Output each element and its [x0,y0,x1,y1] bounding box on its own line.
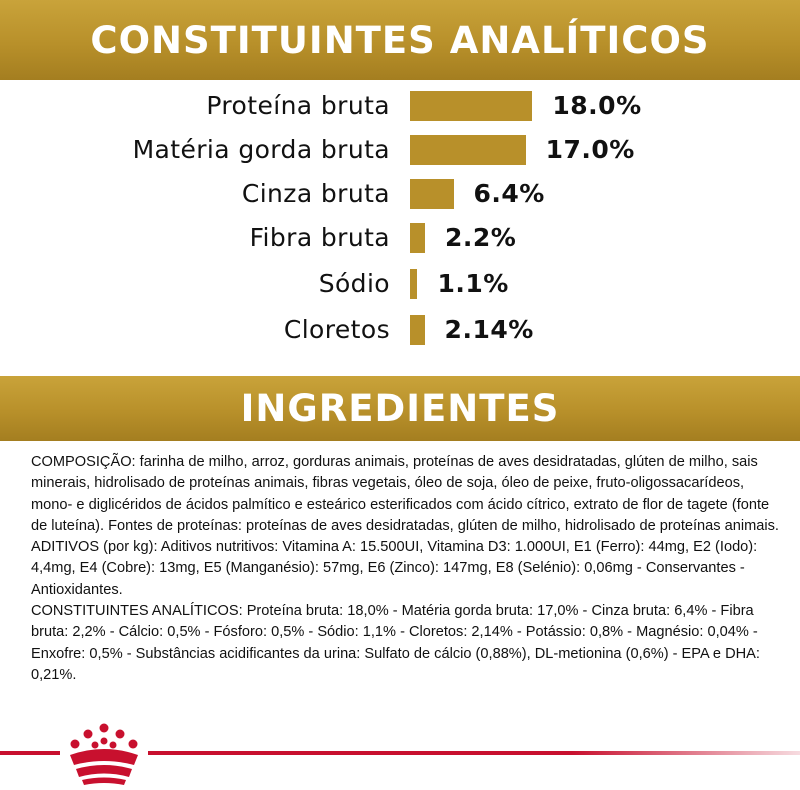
row-bar [410,223,425,253]
row-label: Sódio [318,269,390,298]
row-value: 2.14% [444,315,534,344]
row-cinza [0,172,800,216]
row-label: Fibra bruta [249,223,390,252]
ingredientes-text [31,452,781,686]
ingredientes-banner [0,376,800,441]
aditivos-paragraph: ADITIVOS (por kg): Aditivos nutritivos: Vitamina A: 15.500UI, Vitamina D3: 1.000UI, E1 (Ferro): 44mg, E2 (Iodo): 4,4mg, E4 (Cobre): 13mg, E5 (Manganésio): 57mg, E6 (Zinco): 147mg, E8 (Selénio): 0,06mg - Conservantes - Antioxidantes. [31,539,758,598]
row-label: Proteína bruta [206,91,390,120]
row-label: Cinza bruta [241,179,390,208]
row-fibra [0,216,800,260]
row-bar [410,91,532,121]
row-bar [410,179,454,209]
row-value: 17.0% [545,135,635,164]
royal-canin-crown-icon [62,719,146,789]
row-label: Cloretos [283,315,390,344]
row-bar [410,135,526,165]
ingredientes-title: INGREDIENTES [240,387,560,430]
constituintes-title: CONSTITUINTES ANALÍTICOS [90,18,710,62]
row-sodio [0,262,800,306]
footer-line [0,751,60,755]
row-value: 1.1% [437,269,509,298]
row-value: 2.2% [444,223,517,252]
row-materia-gorda [0,128,800,172]
footer-line [148,751,800,755]
row-value: 6.4% [473,179,545,208]
composicao-paragraph: COMPOSIÇÃO: farinha de milho, arroz, gorduras animais, proteínas de aves desidratadas, glúten de milho, sais minerais, hidrolisado de proteínas animais, fibras vegetais, óleo de soja, óleo de peixe, fruto-oligossacarídeos, mono- e diglicéridos de ácidos palmítico e esteárico esterificados com ácido cítrico, extrato de flor de tagete (fonte de luteína). Fontes de proteínas: proteínas de aves desidratadas, glúten de milho, hidrolisado de proteínas animais. [31,454,779,534]
row-bar [410,315,425,345]
constituintes-banner [0,0,800,80]
constituintes-paragraph: CONSTITUINTES ANALÍTICOS: Proteína bruta: 18,0% - Matéria gorda bruta: 17,0% - Cinza bruta: 6,4% - Fibra bruta: 2,2% - Cálcio: 0,5% - Fósforo: 0,5% - Sódio: 1,1% - Cloretos: 2,14% - Potássio: 0,8% - Magnésio: 0,04% - Enxofre: 0,5% - Substâncias acidificantes da urina: Sulfato de cálcio (0,88%), DL-metionina (0,6%) - EPA e DHA: 0,21%. [31,603,760,683]
row-label: Matéria gorda bruta [132,135,390,164]
row-proteina [0,84,800,128]
row-cloretos [0,308,800,352]
row-value: 18.0% [552,91,642,120]
row-bar [410,269,417,299]
footer [0,715,800,790]
